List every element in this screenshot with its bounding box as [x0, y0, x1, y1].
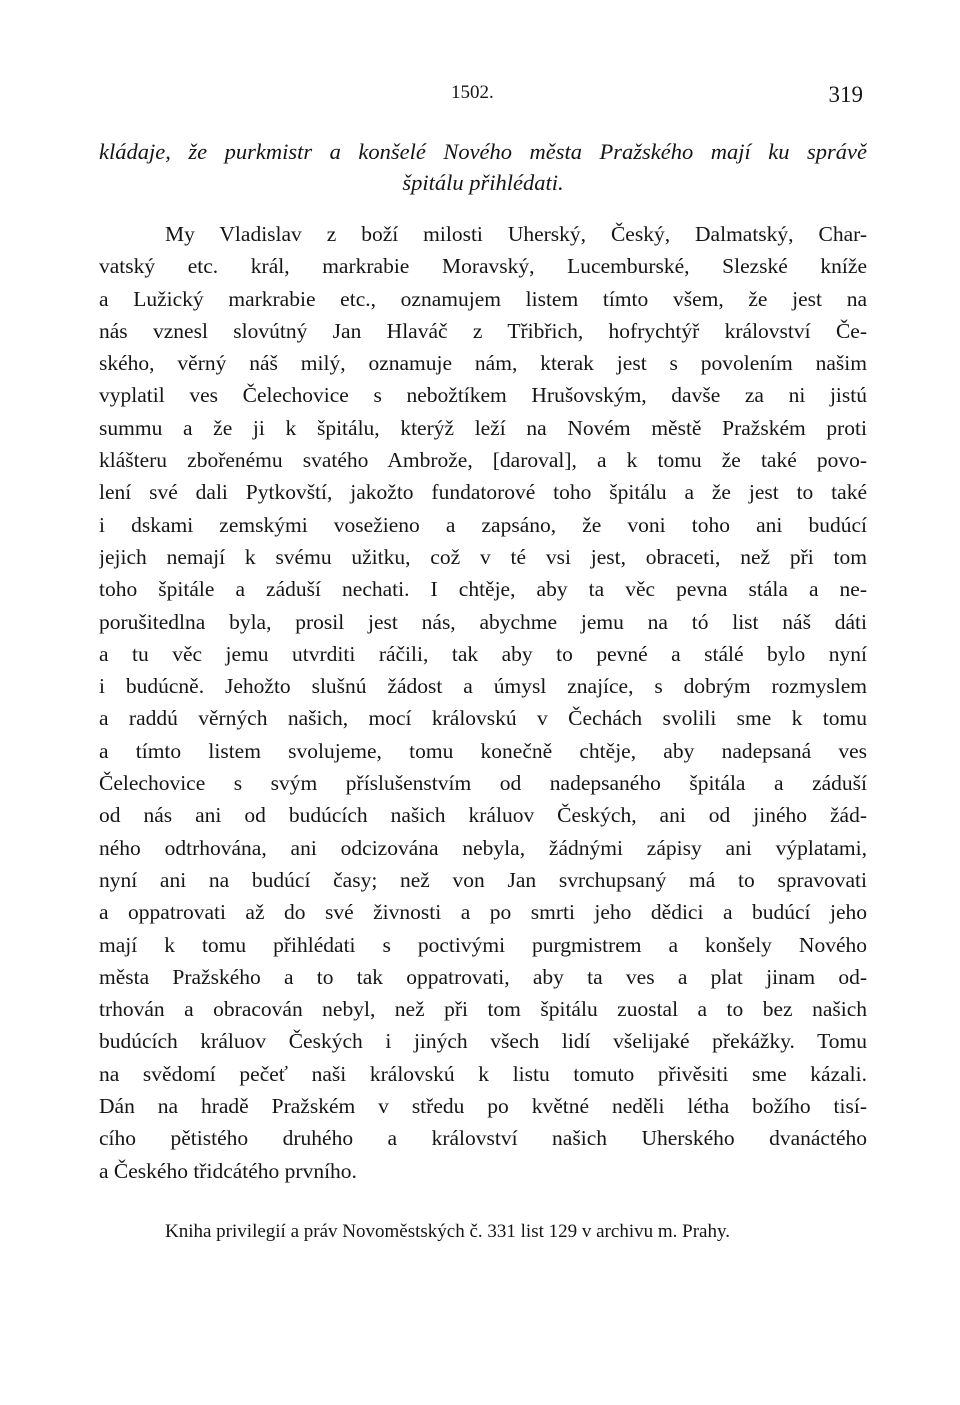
source-note: Kniha privilegií a práv Novoměstských č. 331 list 129 v archivu m. Prahy.: [165, 1221, 730, 1242]
text-line: trhován a obracován nebyl, než při tom špitálu zuostal a to bez našich: [99, 997, 867, 1022]
text-line: summu a že ji k špitálu, kterýž leží na Novém městě Pražském proti: [99, 415, 867, 440]
text-line: i budúcně. Jehožto slušnú žádost a úmysl znajíce, s dobrým rozmyslem: [99, 674, 867, 699]
text-line: města Pražského a to tak oppatrovati, aby ta ves a plat jinam od-: [99, 964, 867, 989]
running-header: [99, 82, 867, 112]
text-line: budúcích králuov Českých i jiných všech lidí všelijaké překážky. Tomu: [99, 1029, 867, 1054]
document-summary: [99, 136, 867, 198]
summary-line: špitálu přihlédati.: [402, 170, 564, 195]
text-line: nyní ani na budúcí časy; než von Jan svrchupsaný má to spravovati: [99, 867, 867, 892]
text-line: jejich nemají k svému užitku, což v té vsi jest, obraceti, než při tom: [99, 544, 867, 569]
text-line: vyplatil ves Čelechovice s nebožtíkem Hrušovským, davše za ni jistú: [99, 383, 867, 408]
text-line: Dán na hradě Pražském v středu po květné neděli létha božího tisí-: [99, 1094, 867, 1119]
document-page: [99, 0, 867, 1405]
text-line: toho špitále a záduší nechati. I chtěje, aby ta věc pevna stála a ne-: [99, 577, 867, 602]
text-line: od nás ani od budúcích našich králuov Českých, ani od jiného žád-: [99, 803, 867, 828]
text-line: Čelechovice s svým příslušenstvím od nadepsaného špitála a záduší: [99, 771, 867, 796]
text-line: a Lužický markrabie etc., oznamujem listem tímto všem, že jest na: [99, 286, 867, 311]
charter-text: [99, 218, 867, 1187]
page-number: 319: [828, 82, 863, 107]
text-line: a raddú věrných našich, mocí královskú v Čechách svolili sme k tomu: [99, 706, 867, 731]
summary-line: kládaje, že purkmistr a konšelé Nového města Pražského mají ku správě: [99, 139, 867, 164]
text-line: mají k tomu přihlédati s poctivými purgmistrem a konšely Nového: [99, 932, 867, 957]
text-line: klášteru zbořenému svatého Ambrože, [daroval], a k tomu že také povo-: [99, 448, 867, 473]
text-line: My Vladislav z boží milosti Uherský, Český, Dalmatský, Char-: [165, 222, 867, 246]
text-line: nás vznesl slovútný Jan Hlaváč z Třibřich, hofrychtýř království Če-: [99, 318, 867, 343]
text-line: ského, věrný náš milý, oznamuje nám, kterak jest s povolením našim: [99, 351, 867, 376]
text-line: na svědomí pečeť naši královskú k listu tomuto přivěsiti sme kázali.: [99, 1061, 867, 1086]
text-line: lení své dali Pytkovští, jakožto fundatorové toho špitálu a že jest to také: [99, 480, 867, 505]
text-line: a oppatrovati až do své živnosti a po smrti jeho dědici a budúcí jeho: [99, 900, 867, 925]
text-line: a tímto listem svolujeme, tomu konečně chtěje, aby nadepsaná ves: [99, 738, 867, 763]
header-year: 1502.: [451, 82, 494, 103]
text-line: ného odtrhována, ani odcizována nebyla, žádnými zápisy ani výplatami,: [99, 835, 867, 860]
text-line: i dskami zemskými vosežieno a zapsáno, že voni toho ani budúcí: [99, 512, 867, 537]
text-line: cího pětistého druhého a království našich Uherského dvanáctého: [99, 1126, 867, 1151]
text-line: a tu věc jemu utvrditi ráčili, tak aby to pevné a stálé bylo nyní: [99, 641, 867, 666]
text-line: porušitedlna byla, prosil jest nás, abychme jemu na tó list náš dáti: [99, 609, 867, 634]
text-line: a Českého třidcátého prvního.: [99, 1158, 357, 1183]
text-line: vatský etc. král, markrabie Moravský, Lucemburské, Slezské kníže: [99, 254, 867, 279]
